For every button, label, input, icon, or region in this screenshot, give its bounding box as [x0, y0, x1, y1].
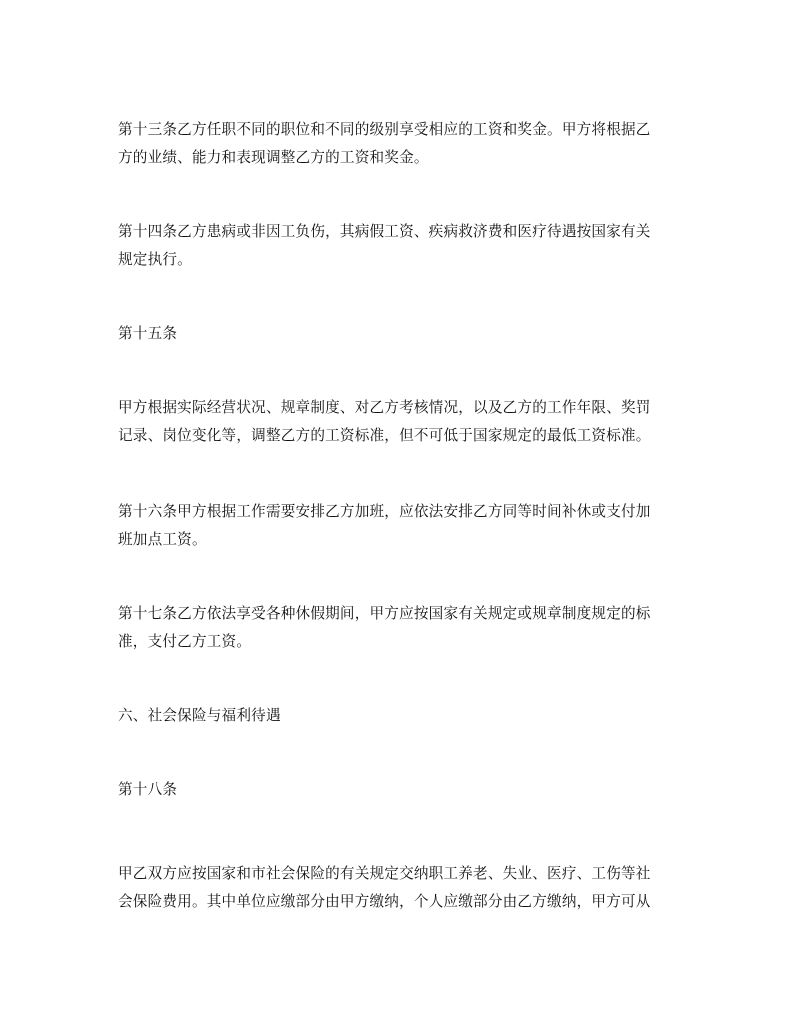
article-15-paragraph	[118, 394, 684, 450]
article-16-paragraph	[118, 498, 684, 554]
article-18-paragraph	[118, 860, 684, 916]
paragraph-line: 班加点工资。	[118, 531, 207, 548]
paragraph-line: 六、社会保险与福利待遇	[118, 707, 281, 724]
article-14-paragraph	[118, 218, 684, 274]
article-17-paragraph	[118, 600, 684, 656]
paragraph-line: 规定执行。	[118, 251, 192, 268]
paragraph-line: 会保险费用。其中单位应缴部分由甲方缴纳，个人应缴部分由乙方缴纳，甲方可从	[118, 893, 651, 910]
paragraph-line: 第十五条	[118, 325, 178, 342]
paragraph-line: 第十三条乙方任职不同的职位和不同的级别享受相应的工资和奖金。甲方将根据乙	[118, 121, 651, 138]
article-13-paragraph	[118, 116, 684, 172]
article-15-heading	[118, 320, 684, 348]
article-18-heading	[118, 776, 684, 804]
paragraph-line: 甲乙双方应按国家和市社会保险的有关规定交纳职工养老、失业、医疗、工伤等社	[118, 865, 651, 882]
paragraph-line: 甲方根据实际经营状况、规章制度、对乙方考核情况，以及乙方的工作年限、奖罚	[118, 399, 651, 416]
section-6-heading	[118, 702, 684, 730]
paragraph-line: 第十六条甲方根据工作需要安排乙方加班，应依法安排乙方同等时间补休或支付加	[118, 503, 651, 520]
paragraph-line: 第十七条乙方依法享受各种休假期间，甲方应按国家有关规定或规章制度规定的标	[118, 605, 651, 622]
paragraph-line: 第十八条	[118, 781, 178, 798]
paragraph-line: 方的业绩、能力和表现调整乙方的工资和奖金。	[118, 149, 429, 166]
paragraph-line: 第十四条乙方患病或非因工负伤，其病假工资、疾病救济费和医疗待遇按国家有关	[118, 223, 651, 240]
paragraph-line: 记录、岗位变化等，调整乙方的工资标准，但不可低于国家规定的最低工资标准。	[118, 427, 651, 444]
paragraph-line: 准，支付乙方工资。	[118, 633, 252, 650]
